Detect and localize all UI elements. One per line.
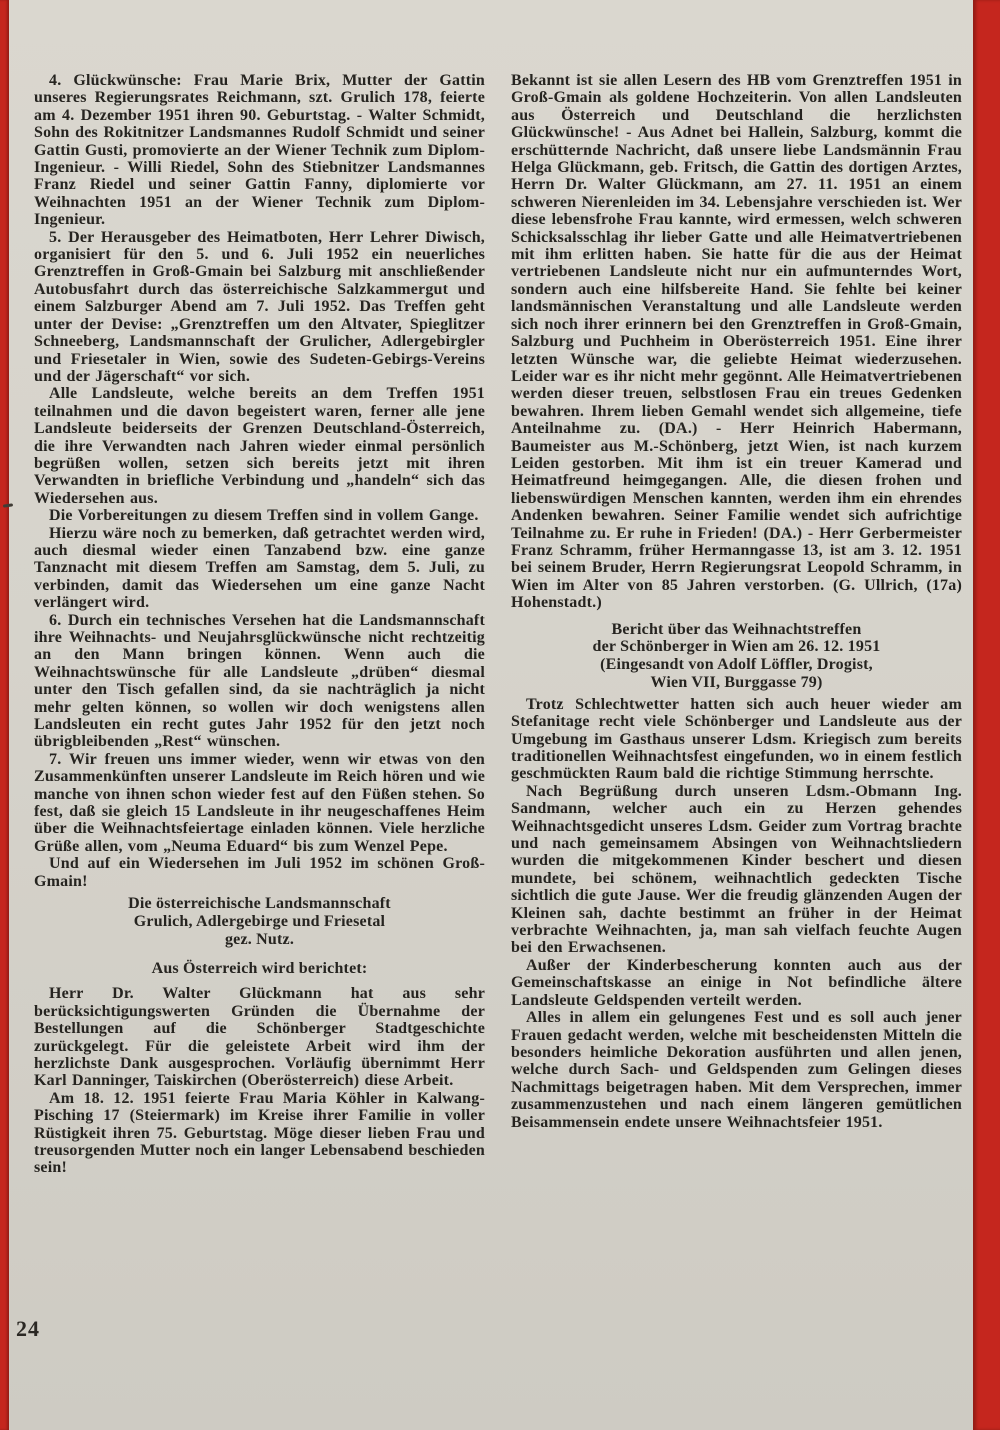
paragraph-tanzabend: Hierzu wäre noch zu bemerken, daß getrachtet werden wird, auch diesmal wieder einen Tanzabend bzw. eine ganze Tanznacht mit diesem Treffen am Samstag, dem 5. Juli, zu verbinden, damit das Wiedersehen um eine ganze Nacht verlängert wird. (34, 524, 485, 612)
paragraph-stefanitag: Trotz Schlechtwetter hatten sich auch heuer wieder am Stefanitage recht viele Schönberger und Landsleute aus der Umgebung im Gasthaus unserer Ldsm. Kriegisch zum bereits traditionellen Weihnachtsfest eingefunden, wo in einem festlich geschmückten Raum bald die richtige Stimmung herrschte. (511, 695, 962, 783)
paragraph-glueckmann-stadtgeschichte: Herr Dr. Walter Glückmann hat aus sehr berücksichtigungswerten Gründen die Übernahme der Bestellungen auf die Schönberger Stadtgeschichte zurückgelegt. Für die geleistete Arbeit wird ihm der herzlichste Dank ausgesprochen. Vorläufig übernimmt Herr Karl Danninger, Taiskirchen (Oberösterreich) diese Arbeit. (34, 985, 485, 1090)
signature-block (34, 895, 485, 948)
column-left (34, 72, 485, 1177)
heading-line-1: Bericht über das Weihnachtstreffen (611, 620, 862, 638)
paragraph-wiedersehen-gruss: Und auf ein Wiedersehen im Juli 1952 im schönen Groß-Gmain! (34, 855, 485, 890)
paragraph-abschluss: Alles in allem ein gelungenes Fest und es soll auch jener Frauen gedacht werden, welche mit bescheidensten Mitteln die besonders heimliche Dekoration ausführten und allen jenen, welche durch Sach- und Geldspenden zum Gelingen dieses Nachmittags beigetragen haben. Mit dem Versprechen, immer zusammenzustehen und nach einem längeren gemütlichen Beisammensein endete unsere Weihnachtsfeier 1951. (511, 1009, 962, 1131)
heading-subline-2: Wien VII, Burggasse 79) (650, 673, 823, 691)
page-content (34, 72, 962, 1177)
paragraph-koehler-geburtstag: Am 18. 12. 1951 feierte Frau Maria Köhler in Kalwang-Pisching 17 (Steiermark) im Kreise ihrer Familie in voller Rüstigkeit ihren 75. Geburtstag. Möge dieser lieben Frau und treusorgenden Mutter noch ein langer Lebensabend beschieden sein! (34, 1089, 485, 1177)
paragraph-zusammenkuenfte: 7. Wir freuen uns immer wieder, wenn wir etwas von den Zusammenkünften unserer Landsleute im Reich hören und wie manche von ihnen schon wieder fest auf den Füßen stehen. So fest, daß sie gleich 15 Landsleute in ihr neugeschaffenes Heim über die Weihnachtsfeiertage einladen können. Viele herzliche Grüße allen, vom „Neuma Eduard“ bis zum Wenzel Pepe. (34, 750, 485, 855)
red-page-edge-right (973, 0, 1000, 1430)
paragraph-landsleute-verbindung: Alle Landsleute, welche bereits an dem Treffen 1951 teilnahmen und die davon begeistert waren, ferner alle jene Landsleute beiderseits der Grenzen Deutschland-Österreich, die ihre Verwandten nach Jahren wieder einmal persönlich begrüßen wollen, setzen sich bereits jetzt mit ihren Verwandten in briefliche Verbindung und „handeln“ sich das Wiedersehen aus. (34, 385, 485, 507)
section-heading-austria: Aus Österreich wird berichtet: (151, 960, 368, 978)
signature-line-2: Grulich, Adlergebirge und Friesetal (133, 912, 386, 930)
paragraph-glueckwuensche: 4. Glückwünsche: Frau Marie Brix, Mutter der Gattin unseres Regierungsrates Reichmann, szt. Grulich 178, feierte am 4. Dezember 1951 ihren 90. Geburtstag. - Walter Schmidt, Sohn des Rokitnitzer Landsmannes Rudolf Schmidt und seiner Gattin Gusti, promovierte an der Wiener Technik zum Diplom-Ingenieur. - Willi Riedel, Sohn des Stiebnitzer Landsmannes Franz Riedel und seiner Gattin Fanny, diplomierte vor Weihnachten 1951 an der Wiener Technik zum Diplom-Ingenieur. (34, 72, 485, 229)
signature-line-1: Die österreichische Landsmannschaft (128, 895, 391, 913)
page-number: 24 (16, 1316, 40, 1341)
section-heading-weihnachtstreffen (511, 621, 962, 692)
paragraph-vorbereitungen: Die Vorbereitungen zu diesem Treffen sind in vollem Gange. (49, 507, 479, 525)
paragraph-obituaries: Bekannt ist sie allen Lesern des HB vom Grenztreffen 1951 in Groß-Gmain als goldene Hochzeiterin. Von allen Landsleuten aus Österreich und Deutschland die herzlichsten Glückwünsche! - Aus Adnet bei Hallein, Salzburg, kommt die erschütternde Nachricht, daß unsere liebe Landsmännin Frau Helga Glückmann, geb. Fritsch, die Gattin des dortigen Arztes, Herrn Dr. Walter Glückmann, am 27. 11. 1951 an einem schweren Nierenleiden im 34. Lebensjahre verschieden ist. Wer diese lebensfrohe Frau kannte, wird ermessen, welch schweren Schicksalsschlag ihr lieber Gatte und alle Heimatvertriebenen mit ihm erlitten haben. Sie hatte für die aus der Heimat vertriebenen Landsleute nicht nur ein aufmunterndes Wort, sondern auch eine hilfsbereite Hand. Sie fehlte bei keiner landsmännischen Veranstaltung und alle Landsleute werden sich noch ihrer erinnern bei den Grenztreffen in Groß-Gmain, Salzburg und Puchheim in Oberösterreich 1951. Eine ihrer letzten Wünsche war, die geliebte Heimat wiederzusehen. Leider war es ihr nicht mehr gegönnt. Alle Heimatvertriebenen werden dieser treuen, selbstlosen Frau ein treues Gedenken bewahren. Ihrem lieben Gemahl wendet sich allgemeine, tiefe Anteilnahme zu. (DA.) - Herr Heinrich Habermann, Baumeister aus M.-Schönberg, jetzt Wien, ist nach kurzem Leiden gestorben. Mit ihm ist ein treuer Kamerad und Heimatfreund heimgegangen. Alle, die diesen frohen und liebenswürdigen Menschen kannten, werden ihm ein ehrendes Andenken bewahren. Seiner Familie wendet sich aufrichtige Teilnahme zu. Er ruhe in Frieden! (DA.) - Herr Gerbermeister Franz Schramm, früher Hermanngasse 13, ist am 3. 12. 1951 bei seinem Bruder, Herrn Regierungsrat Leopold Schramm, in Wien im Alter von 85 Jahren verstorben. (G. Ullrich, (17a) Hohenstadt.) (511, 72, 962, 612)
paragraph-geldspenden: Außer der Kinderbescherung konnten auch aus der Gemeinschaftskasse an einige in Not befindliche ältere Landsleute Geldspenden verteilt werden. (511, 956, 962, 1009)
paragraph-begruessung-bescherung: Nach Begrüßung durch unseren Ldsm.-Obmann Ing. Sandmann, welcher auch ein zu Herzen gehendes Weihnachtsgedicht unseres Ldsm. Geider zum Vortrag brachte und nach gemeinsamem Absingen von Weihnachtsliedern wurden die mitgekommenen Kinder beschert und diesen mundete, bei schönem, weihnachtlich gedeckten Tische sichtlich die gute Jause. Wer die freudig glänzenden Augen der Kleinen sah, dachte bestimmt an früher in der Heimat verbrachte Weihnachten, ja, man sah vielfach feuchte Augen bei den Erwachsenen. (511, 782, 962, 957)
signature-line-3: gez. Nutz. (224, 930, 295, 948)
heading-line-2: der Schönberger in Wien am 26. 12. 1951 (592, 638, 881, 656)
column-right (511, 72, 962, 1177)
paragraph-weihnachtswuensche: 6. Durch ein technisches Versehen hat die Landsmannschaft ihre Weihnachts- und Neujahrsglückwünsche nicht rechtzeitig an den Mann bringen können. Wenn auch die Weihnachtswünsche für alle Landsleute „drüben“ diesmal unter den Tisch gefallen sind, da sie nachträglich ja nicht mehr gelten können, so wollen wir doch wenigstens allen Landsleuten ein recht gutes Jahr 1952 für den jetzt noch übrigbleibenden „Rest“ wünschen. (34, 611, 485, 751)
heading-subline-1: (Eingesandt von Adolf Löffler, Drogist, (600, 656, 873, 674)
paragraph-grenztreffen-ankuendigung: 5. Der Herausgeber des Heimatboten, Herr Lehrer Diwisch, organisiert für den 5. und 6. Juli 1952 ein neuerliches Grenztreffen in Groß-Gmain bei Salzburg mit anschließender Autobusfahrt durch das österreichische Salzkammergut und einem Salzburger Abend am 7. Juli 1952. Das Treffen geht unter der Devise: „Grenztreffen um den Altvater, Spieglitzer Schneeberg, Landsmannschaft der Grulicher, Adlergebirgler und Friesetaler in Wien, sowie des Sudeten-Gebirgs-Vereins und der Jägerschaft“ vor sich. (34, 228, 485, 385)
red-page-edge-left (0, 0, 9, 1430)
